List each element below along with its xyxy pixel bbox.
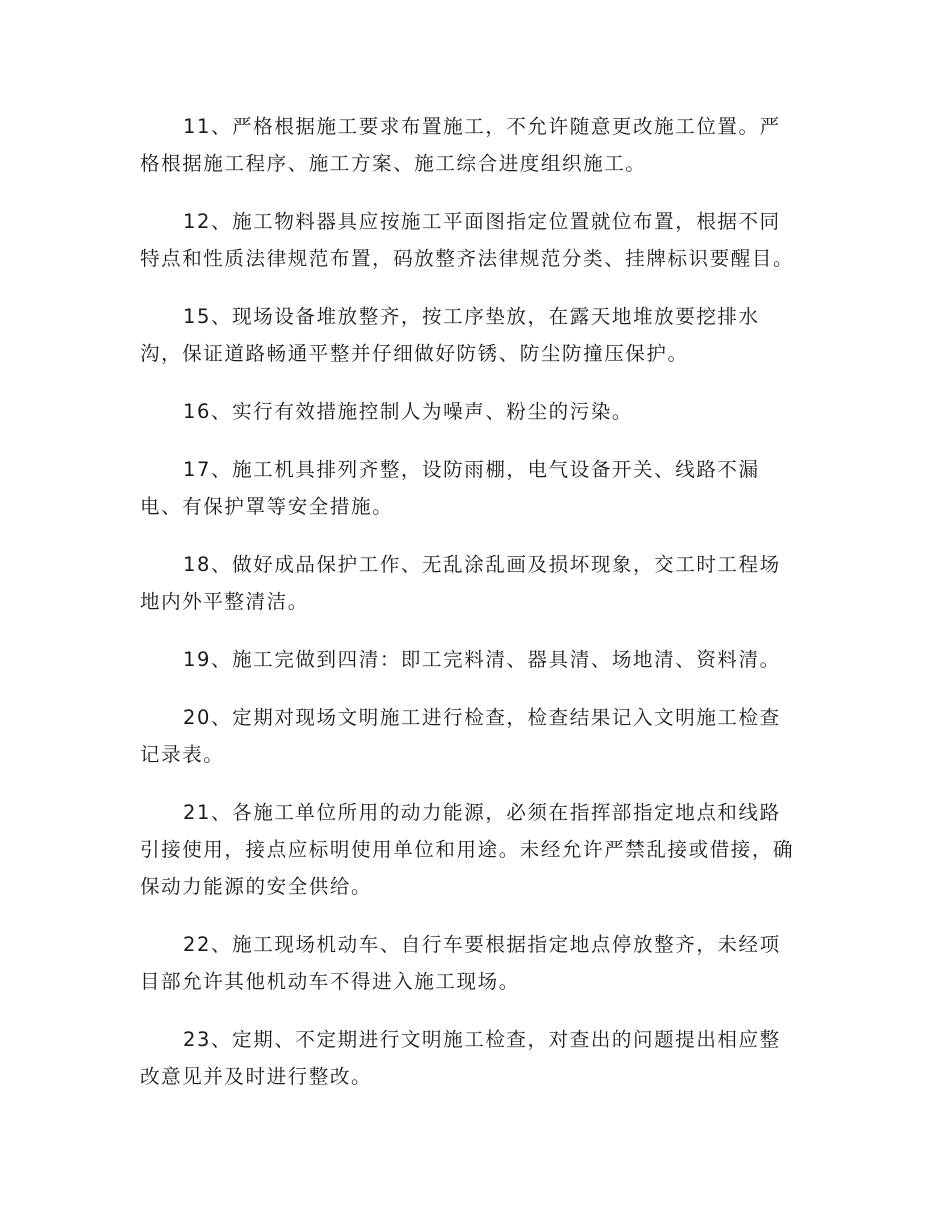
paragraph-item-16: 16、实行有效措施控制人为噪声、粉尘的污染。 [183, 400, 634, 423]
paragraph-item-22: 22、施工现场机动车、自行车要根据指定地点停放整齐，未经项目部允许其他机动车不得进入施工现场。 [140, 933, 781, 993]
document-body [140, 108, 800, 1116]
paragraph-item-18: 18、做好成品保护工作、无乱涂乱画及损坏现象，交工时工程场地内外平整清洁。 [140, 553, 781, 613]
paragraph-item-11: 11、严格根据施工要求布置施工，不允许随意更改施工位置。严格根据施工程序、施工方案、施工综合进度组织施工。 [140, 115, 781, 175]
paragraph-item-19: 19、施工完做到四清：即工完料清、器具清、场地清、资料清。 [183, 648, 781, 671]
paragraph-item-17: 17、施工机具排列齐整，设防雨棚，电气设备开关、线路不漏电、有保护罩等安全措施。 [140, 458, 760, 518]
paragraph-item-15: 15、现场设备堆放整齐，按工序垫放，在露天地堆放要挖排水沟，保证道路畅通平整并仔细做好防锈、防尘防撞压保护。 [140, 305, 760, 365]
paragraph-item-21: 21、各施工单位所用的动力能源，必须在指挥部指定地点和线路引接使用，接点应标明使用单位和用途。未经允许严禁乱接或借接，确保动力能源的安全供给。 [140, 801, 795, 898]
paragraph-item-12: 12、施工物料器具应按施工平面图指定位置就位布置，根据不同特点和性质法律规范布置，码放整齐法律规范分类、挂牌标识要醒目。 [140, 210, 795, 270]
paragraph-item-20: 20、定期对现场文明施工进行检查，检查结果记入文明施工检查记录表。 [140, 706, 781, 766]
paragraph-item-23: 23、定期、不定期进行文明施工检查，对查出的问题提出相应整改意见并及时进行整改。 [140, 1028, 781, 1088]
